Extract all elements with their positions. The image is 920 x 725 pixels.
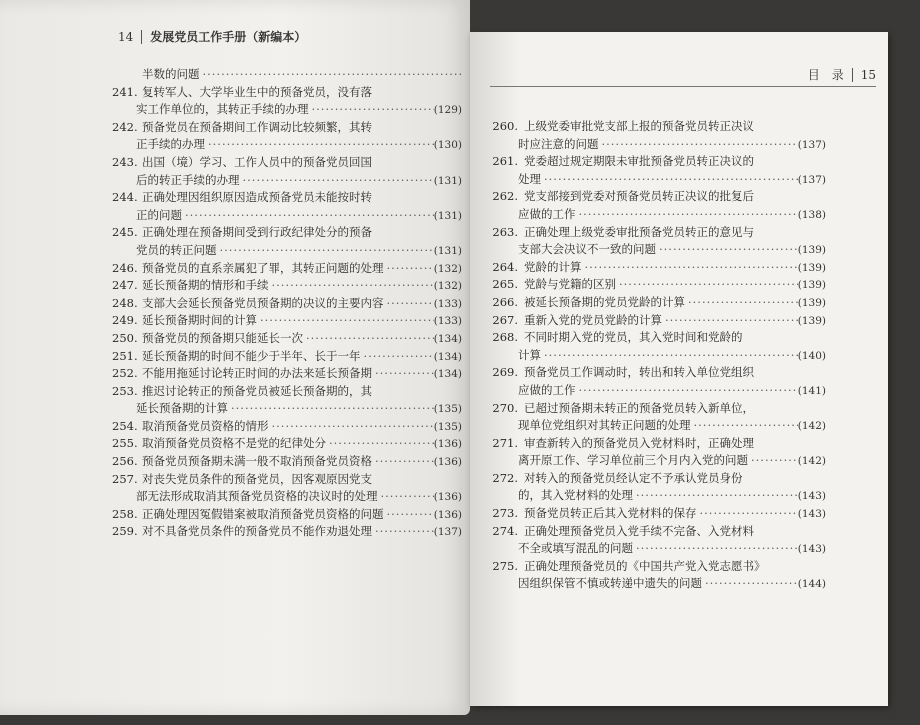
toc-entry-number: 267. bbox=[492, 312, 518, 327]
toc-entry-text: 对不具备党员条件的预备党员不能作劝退处理 bbox=[142, 524, 372, 539]
toc-page-number: (135) bbox=[433, 403, 462, 416]
toc-page-number: (132) bbox=[433, 262, 462, 275]
toc-leader-dots bbox=[576, 383, 798, 397]
toc-entry-text: 预备党员预备期未满一般不取消预备党员资格 bbox=[142, 454, 372, 469]
toc-entry-line bbox=[492, 364, 826, 382]
toc-entry-line bbox=[492, 153, 826, 171]
toc-entry-text: 部无法形成取消其预备党员资格的决议时的处理 bbox=[136, 489, 378, 504]
toc-entry bbox=[112, 84, 462, 119]
toc-entry-number: 266. bbox=[492, 294, 518, 309]
toc-entry-line bbox=[492, 558, 826, 576]
toc-entry-number: 249. bbox=[112, 313, 138, 328]
toc-leader-dots bbox=[582, 260, 798, 274]
toc-entry-text: 正确处理上级党委审批预备党员转正的意见与 bbox=[524, 224, 754, 239]
toc-entry-number: 243. bbox=[112, 154, 138, 169]
toc-page-number: (139) bbox=[797, 244, 826, 257]
toc-entry-text: 正确处理在预备期间受到行政纪律处分的预备 bbox=[142, 225, 372, 240]
toc-entry-text: 推迟讨论转正的预备党员被延长预备期的，其 bbox=[142, 383, 372, 398]
toc-entry-text: 预备党员的预备期只能延长一次 bbox=[142, 330, 303, 345]
toc-entry bbox=[112, 471, 462, 506]
toc-entry-line bbox=[112, 101, 462, 119]
toc-entry-text: 正确处理因组织原因造成预备党员未能按时转 bbox=[142, 190, 372, 205]
toc-entry-line bbox=[112, 330, 462, 348]
toc-entry-number: 270. bbox=[492, 400, 518, 415]
toc-entry-line bbox=[492, 470, 826, 488]
toc-entry-text: 预备党员转正后其入党材料的保存 bbox=[524, 506, 697, 521]
toc-entry bbox=[112, 224, 462, 259]
toc-entry-line bbox=[492, 417, 826, 435]
toc-entry-text: 延长预备期的时间不能少于半年、长于一年 bbox=[142, 348, 361, 363]
right-page-number: 15 bbox=[860, 67, 876, 82]
toc-entry-text: 因组织保管不慎或转递中遗失的问题 bbox=[518, 576, 702, 591]
toc-leader-dots bbox=[633, 488, 798, 502]
toc-entry-line bbox=[112, 435, 462, 453]
left-toc-list bbox=[112, 66, 462, 541]
toc-entry-line bbox=[112, 172, 462, 190]
toc-entry-line bbox=[492, 382, 826, 400]
toc-entry-line bbox=[492, 329, 826, 347]
toc-leader-dots bbox=[372, 524, 434, 538]
toc-entry-text: 实工作单位的，其转正手续的办理 bbox=[136, 102, 309, 117]
toc-entry-line bbox=[492, 171, 826, 189]
toc-entry bbox=[492, 329, 826, 364]
toc-entry-text: 现单位党组织对其转正问题的处理 bbox=[518, 418, 691, 433]
toc-entry bbox=[112, 348, 462, 366]
toc-entry bbox=[492, 276, 826, 294]
toc-entry-line bbox=[492, 224, 826, 242]
toc-page-number: (134) bbox=[433, 332, 462, 345]
right-toc-list bbox=[492, 118, 826, 593]
toc-entry-line bbox=[112, 488, 462, 506]
toc-leader-dots bbox=[656, 242, 798, 256]
toc-leader-dots bbox=[269, 419, 434, 433]
toc-leader-dots bbox=[309, 102, 434, 116]
toc-entry-number: 245. bbox=[112, 225, 138, 240]
toc-entry-line bbox=[492, 241, 826, 259]
toc-leader-dots bbox=[228, 401, 434, 415]
toc-page-number: (143) bbox=[797, 543, 826, 556]
header-divider bbox=[141, 30, 142, 44]
toc-entry-line bbox=[112, 260, 462, 278]
toc-page-number: (139) bbox=[797, 296, 826, 309]
toc-entry-line bbox=[112, 348, 462, 366]
toc-leader-dots bbox=[697, 506, 798, 520]
toc-leader-dots bbox=[541, 348, 798, 362]
toc-entry bbox=[492, 400, 826, 435]
toc-entry bbox=[112, 435, 462, 453]
toc-entry bbox=[112, 506, 462, 524]
header-divider bbox=[852, 68, 853, 82]
toc-entry bbox=[112, 312, 462, 330]
toc-entry-text: 不全或填写混乱的问题 bbox=[518, 541, 633, 556]
toc-entry-line bbox=[492, 347, 826, 365]
toc-entry-text: 党委超过规定期限未审批预备党员转正决议的 bbox=[524, 154, 754, 169]
toc-entry-number: 268. bbox=[492, 330, 518, 345]
toc-entry-number: 274. bbox=[492, 523, 518, 538]
toc-page-number: (131) bbox=[433, 174, 462, 187]
toc-leader-dots bbox=[372, 454, 434, 468]
toc-page-number: (130) bbox=[433, 139, 462, 152]
toc-page-number: (131) bbox=[433, 244, 462, 257]
toc-entry-line bbox=[112, 136, 462, 154]
toc-page-number: (136) bbox=[433, 508, 462, 521]
toc-leader-dots bbox=[384, 261, 434, 275]
toc-entry bbox=[112, 189, 462, 224]
toc-entry bbox=[112, 383, 462, 418]
toc-entry bbox=[112, 154, 462, 189]
toc-entry-line bbox=[492, 188, 826, 206]
toc-leader-dots bbox=[384, 296, 434, 310]
toc-entry-text: 正的问题 bbox=[136, 207, 182, 222]
toc-entry bbox=[492, 505, 826, 523]
toc-entry-text: 半数的问题 bbox=[142, 67, 200, 81]
toc-page-number: (141) bbox=[797, 384, 826, 397]
toc-entry-number: 264. bbox=[492, 259, 518, 274]
toc-entry-number: 263. bbox=[492, 224, 518, 239]
toc-entry-number: 253. bbox=[112, 383, 138, 398]
toc-entry-number: 257. bbox=[112, 471, 138, 486]
toc-leader-dots bbox=[662, 313, 798, 327]
left-page-header bbox=[118, 28, 306, 45]
toc-entry-line bbox=[492, 487, 826, 505]
toc-leader-dots bbox=[576, 207, 798, 221]
toc-entry-number: 265. bbox=[492, 277, 518, 292]
toc-entry bbox=[112, 119, 462, 154]
toc-entry-text: 党龄与党籍的区别 bbox=[524, 277, 616, 292]
toc-entry-number: 272. bbox=[492, 470, 518, 485]
toc-entry-text: 出国（境）学习、工作人员中的预备党员回国 bbox=[142, 154, 372, 169]
toc-entry bbox=[492, 224, 826, 259]
toc-entry-text: 计算 bbox=[518, 347, 541, 362]
toc-entry-line bbox=[112, 277, 462, 295]
toc-entry-text: 的，其入党材料的处理 bbox=[518, 488, 633, 503]
toc-page-number: (142) bbox=[797, 420, 826, 433]
toc-entry-line bbox=[492, 312, 826, 330]
toc-entry bbox=[112, 277, 462, 295]
right-page-header bbox=[808, 66, 876, 83]
toc-leader-dots bbox=[685, 295, 798, 309]
toc-page-number: (136) bbox=[433, 456, 462, 469]
toc-leader-dots bbox=[182, 208, 434, 222]
section-title: 目 录 bbox=[807, 68, 844, 82]
toc-entry-number: 242. bbox=[112, 119, 138, 134]
toc-entry-text: 党支部接到党委对预备党员转正决议的批复后 bbox=[524, 189, 754, 204]
toc-entry-text: 审查新转入的预备党员入党材料时，正确处理 bbox=[524, 435, 754, 450]
toc-entry bbox=[492, 153, 826, 188]
toc-entry-text: 预备党员工作调动时，转出和转入单位党组织 bbox=[524, 365, 754, 380]
toc-entry-number: 250. bbox=[112, 330, 138, 345]
toc-page-number: (132) bbox=[433, 280, 462, 293]
toc-entry-number: 273. bbox=[492, 506, 518, 521]
toc-entry-line bbox=[492, 294, 826, 312]
toc-entry-line bbox=[112, 453, 462, 471]
toc-entry-line bbox=[112, 224, 462, 242]
toc-entry-line bbox=[492, 505, 826, 523]
toc-entry bbox=[492, 294, 826, 312]
toc-leader-dots bbox=[257, 313, 434, 327]
toc-leader-dots bbox=[303, 331, 434, 345]
toc-entry-number: 275. bbox=[492, 558, 518, 573]
toc-entry-number: 248. bbox=[112, 295, 138, 310]
header-rule bbox=[490, 86, 876, 87]
toc-entry-line bbox=[112, 154, 462, 172]
toc-entry-line bbox=[492, 206, 826, 224]
toc-entry-line bbox=[112, 242, 462, 260]
toc-entry-number: 251. bbox=[112, 348, 138, 363]
toc-entry-number: 269. bbox=[492, 365, 518, 380]
toc-entry-line bbox=[492, 400, 826, 418]
toc-entry-number: 247. bbox=[112, 278, 138, 293]
toc-entry-number: 244. bbox=[112, 190, 138, 205]
toc-page-number: (138) bbox=[797, 208, 826, 221]
toc-page-number: (131) bbox=[433, 209, 462, 222]
toc-page-number: (143) bbox=[797, 490, 826, 503]
toc-leader-dots bbox=[748, 453, 798, 467]
toc-entry-text: 复转军人、大学毕业生中的预备党员，没有落 bbox=[142, 84, 372, 99]
toc-leader-dots bbox=[217, 243, 434, 257]
toc-entry-text: 支部大会决议不一致的问题 bbox=[518, 242, 656, 257]
toc-entry bbox=[492, 364, 826, 399]
left-page-number: 14 bbox=[118, 29, 134, 44]
toc-leader-dots bbox=[702, 576, 798, 590]
toc-entry-text: 不同时期入党的党员，其入党时间和党龄的 bbox=[524, 330, 743, 345]
toc-entry-text: 上级党委审批党支部上报的预备党员转正决议 bbox=[524, 119, 754, 133]
toc-entry bbox=[492, 188, 826, 223]
toc-entry-number: 252. bbox=[112, 366, 138, 381]
toc-entry-line bbox=[112, 295, 462, 313]
toc-entry bbox=[492, 312, 826, 330]
toc-leader-dots bbox=[269, 278, 434, 292]
toc-entry-line bbox=[112, 365, 462, 383]
toc-leader-dots bbox=[372, 366, 434, 380]
toc-entry-line bbox=[112, 523, 462, 541]
toc-page-number: (139) bbox=[797, 314, 826, 327]
toc-page-number: (137) bbox=[797, 173, 826, 186]
toc-entry-text: 正确处理因冤假错案被取消预备党员资格的问题 bbox=[142, 506, 384, 521]
toc-leader-dots bbox=[616, 277, 798, 291]
toc-entry bbox=[112, 66, 462, 84]
toc-entry-text: 对转入的预备党员经认定不予承认党员身份 bbox=[524, 470, 743, 485]
toc-entry-text: 离开原工作、学习单位前三个月内入党的问题 bbox=[518, 453, 748, 468]
toc-page-number: (139) bbox=[797, 279, 826, 292]
toc-page-number: (129) bbox=[433, 104, 462, 117]
toc-entry-line bbox=[492, 452, 826, 470]
toc-entry bbox=[112, 418, 462, 436]
toc-entry-text: 重新入党的党员党龄的计算 bbox=[524, 312, 662, 327]
toc-entry-line bbox=[112, 400, 462, 418]
toc-entry-text: 取消预备党员资格不是党的纪律处分 bbox=[142, 436, 326, 451]
toc-entry-line bbox=[492, 575, 826, 593]
toc-entry-number: 260. bbox=[492, 119, 518, 133]
toc-entry bbox=[492, 470, 826, 505]
toc-entry bbox=[492, 435, 826, 470]
toc-entry-text: 党龄的计算 bbox=[524, 259, 582, 274]
toc-entry-text: 后的转正手续的办理 bbox=[136, 172, 240, 187]
toc-page-number: (137) bbox=[433, 526, 462, 539]
toc-entry-line bbox=[492, 136, 826, 154]
toc-leader-dots bbox=[691, 418, 798, 432]
toc-entry-line bbox=[112, 418, 462, 436]
book-title: 发展党员工作手册（新编本） bbox=[150, 30, 307, 44]
toc-entry-text: 时应注意的问题 bbox=[518, 136, 599, 151]
toc-entry-number: 256. bbox=[112, 454, 138, 469]
toc-entry bbox=[112, 330, 462, 348]
toc-entry-line bbox=[112, 207, 462, 225]
toc-entry-text: 党员的转正问题 bbox=[136, 242, 217, 257]
toc-entry-text: 延长预备期的计算 bbox=[136, 401, 228, 416]
toc-entry-number: 271. bbox=[492, 435, 518, 450]
toc-entry bbox=[112, 295, 462, 313]
toc-leader-dots bbox=[361, 349, 434, 363]
toc-leader-dots bbox=[240, 173, 434, 187]
toc-page-number: (133) bbox=[433, 315, 462, 328]
toc-entry bbox=[112, 365, 462, 383]
toc-entry-line bbox=[112, 312, 462, 330]
toc-entry-text: 正手续的办理 bbox=[136, 137, 205, 152]
toc-entry-line bbox=[492, 118, 826, 136]
toc-entry-line bbox=[112, 66, 462, 84]
toc-entry-number: 255. bbox=[112, 436, 138, 451]
toc-entry-number: 258. bbox=[112, 506, 138, 521]
toc-entry bbox=[492, 523, 826, 558]
toc-entry-text: 延长预备期时间的计算 bbox=[142, 313, 257, 328]
toc-leader-dots bbox=[384, 507, 434, 521]
toc-leader-dots bbox=[633, 541, 798, 555]
toc-entry-text: 已超过预备期未转正的预备党员转入新单位， bbox=[524, 400, 754, 415]
toc-leader-dots bbox=[378, 489, 434, 503]
toc-entry bbox=[492, 558, 826, 593]
toc-page-number: (136) bbox=[433, 491, 462, 504]
toc-entry-line bbox=[112, 383, 462, 401]
toc-entry-line bbox=[492, 259, 826, 277]
toc-page-number: (140) bbox=[797, 349, 826, 362]
toc-entry-line bbox=[112, 506, 462, 524]
toc-page-number: (134) bbox=[433, 350, 462, 363]
toc-entry bbox=[112, 523, 462, 541]
toc-entry-line bbox=[112, 84, 462, 102]
toc-entry bbox=[492, 259, 826, 277]
toc-page-number: (144) bbox=[797, 578, 826, 591]
toc-page-number: (143) bbox=[797, 508, 826, 521]
toc-page-number: (134) bbox=[433, 368, 462, 381]
toc-entry-line bbox=[492, 523, 826, 541]
toc-leader-dots bbox=[599, 137, 798, 151]
toc-leader-dots bbox=[200, 67, 463, 81]
toc-entry-number: 262. bbox=[492, 189, 518, 204]
toc-entry-text: 应做的工作 bbox=[518, 382, 576, 397]
toc-entry-number: 241. bbox=[112, 84, 138, 99]
toc-entry-line bbox=[112, 189, 462, 207]
toc-entry-text: 对丧失党员条件的预备党员，因客观原因党支 bbox=[142, 471, 372, 486]
toc-entry-text: 预备党员的直系亲属犯了罪，其转正问题的处理 bbox=[142, 260, 384, 275]
toc-entry-text: 应做的工作 bbox=[518, 206, 576, 221]
toc-page-number: (136) bbox=[433, 438, 462, 451]
toc-page-number: (142) bbox=[797, 455, 826, 468]
toc-leader-dots bbox=[326, 436, 434, 450]
toc-page-number: (135) bbox=[433, 420, 462, 433]
toc-entry-line bbox=[112, 471, 462, 489]
toc-entry-line bbox=[492, 540, 826, 558]
toc-entry bbox=[112, 260, 462, 278]
toc-entry-text: 预备党员在预备期间工作调动比较频繁，其转 bbox=[142, 119, 372, 134]
toc-entry bbox=[112, 453, 462, 471]
toc-leader-dots bbox=[541, 172, 798, 186]
toc-page-number: (139) bbox=[797, 261, 826, 274]
toc-entry-line bbox=[112, 119, 462, 137]
toc-entry-text: 延长预备期的情形和手续 bbox=[142, 278, 269, 293]
toc-page-number: (137) bbox=[797, 138, 826, 151]
toc-entry-line bbox=[492, 276, 826, 294]
toc-entry-text: 取消预备党员资格的情形 bbox=[142, 418, 269, 433]
toc-entry-text: 被延长预备期的党员党龄的计算 bbox=[524, 294, 685, 309]
toc-leader-dots bbox=[205, 137, 434, 151]
toc-page-number: (133) bbox=[433, 297, 462, 310]
toc-entry-text: 支部大会延长预备党员预备期的决议的主要内容 bbox=[142, 295, 384, 310]
toc-entry-number: 246. bbox=[112, 260, 138, 275]
toc-entry-text: 正确处理预备党员入党手续不完备、入党材料 bbox=[524, 523, 754, 538]
toc-entry-number: 259. bbox=[112, 524, 138, 539]
toc-entry-line bbox=[492, 435, 826, 453]
toc-entry bbox=[492, 118, 826, 153]
toc-entry-text: 不能用拖延讨论转正时间的办法来延长预备期 bbox=[142, 366, 372, 381]
toc-entry-text: 处理 bbox=[518, 171, 541, 186]
toc-entry-number: 254. bbox=[112, 418, 138, 433]
toc-entry-text: 正确处理预备党员的《中国共产党入党志愿书》 bbox=[524, 558, 766, 573]
toc-entry-number: 261. bbox=[492, 154, 518, 169]
